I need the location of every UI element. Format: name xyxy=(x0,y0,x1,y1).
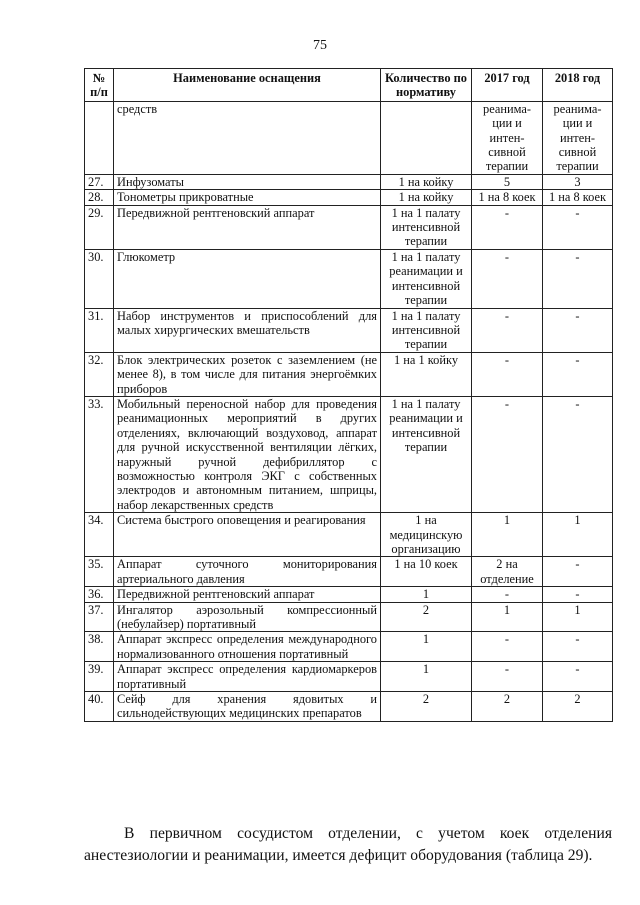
row-num: 29. xyxy=(85,205,114,249)
row-name: Тонометры прикроватные xyxy=(114,190,381,205)
table-header-row xyxy=(85,69,613,102)
row-2017: - xyxy=(472,662,543,692)
row-2017: реанима-ции и интен-сивной терапии xyxy=(472,101,543,174)
row-name: Система быстрого оповещения и реагирования xyxy=(114,513,381,557)
row-2017: - xyxy=(472,632,543,662)
row-2018: реанима-ции и интен-сивной терапии xyxy=(543,101,613,174)
row-qty: 1 на 1 койку xyxy=(381,352,472,396)
row-2018: 2 xyxy=(543,692,613,722)
row-name: Блок электрических розеток с заземлением (не менее 8), в том числе для питания энергоёмких приборов xyxy=(114,352,381,396)
bottom-paragraph: В первичном сосудистом отделении, с учетом коек отделения анестезиологии и реанимации, имеется дефицит оборудования (таблица 29). xyxy=(84,824,612,864)
row-name: Передвижной рентгеновский аппарат xyxy=(114,587,381,602)
table-row xyxy=(85,174,613,189)
row-name: Инфузоматы xyxy=(114,174,381,189)
row-2018: - xyxy=(543,308,613,352)
row-2017: - xyxy=(472,205,543,249)
row-name: Глюкометр xyxy=(114,249,381,308)
row-qty: 1 на 1 палату интенсивной терапии xyxy=(381,205,472,249)
row-name: Сейф для хранения ядовитых и сильнодействующих медицинских препаратов xyxy=(114,692,381,722)
header-name: Наименование оснащения xyxy=(114,69,381,102)
row-name: Мобильный переносной набор для проведения реанимационных мероприятий в других отделениях, включающий воздуховод, аппарат для ручной искусственной вентиляции лёгких, наружный ручной дефибриллятор с возможностью контроля ЭКГ с собственных электродов и автономным питанием, шприцы, набор лекарственных средств xyxy=(114,396,381,512)
row-2018: - xyxy=(543,396,613,512)
table-row xyxy=(85,249,613,308)
row-qty xyxy=(381,101,472,174)
table-row xyxy=(85,513,613,557)
row-num: 38. xyxy=(85,632,114,662)
equipment-table xyxy=(84,68,613,722)
row-num: 39. xyxy=(85,662,114,692)
row-qty: 1 xyxy=(381,632,472,662)
row-num: 33. xyxy=(85,396,114,512)
row-2018: - xyxy=(543,249,613,308)
row-num: 30. xyxy=(85,249,114,308)
row-2018: 3 xyxy=(543,174,613,189)
row-name: средств xyxy=(114,101,381,174)
row-2017: 1 на 8 коек xyxy=(472,190,543,205)
row-name: Ингалятор аэрозольный компрессионный (небулайзер) портативный xyxy=(114,602,381,632)
row-2017: 2 xyxy=(472,692,543,722)
row-2017: 1 xyxy=(472,513,543,557)
table-row xyxy=(85,632,613,662)
row-num: 27. xyxy=(85,174,114,189)
table-row xyxy=(85,352,613,396)
row-qty: 1 на 1 палату интенсивной терапии xyxy=(381,308,472,352)
header-qty: Количество по нормативу xyxy=(381,69,472,102)
table-row xyxy=(85,692,613,722)
row-qty: 2 xyxy=(381,602,472,632)
row-2018: - xyxy=(543,587,613,602)
table-row xyxy=(85,602,613,632)
table-row xyxy=(85,101,613,174)
row-qty: 1 на 10 коек xyxy=(381,557,472,587)
row-num xyxy=(85,101,114,174)
table-row xyxy=(85,587,613,602)
row-name: Аппарат суточного мониторирования артериального давления xyxy=(114,557,381,587)
row-2017: 2 на отделение xyxy=(472,557,543,587)
row-num: 35. xyxy=(85,557,114,587)
page-number: 75 xyxy=(313,38,327,53)
row-num: 28. xyxy=(85,190,114,205)
row-qty: 1 на койку xyxy=(381,174,472,189)
row-2018: - xyxy=(543,632,613,662)
row-name: Аппарат экспресс определения международного нормализованного отношения портативный xyxy=(114,632,381,662)
row-2018: - xyxy=(543,205,613,249)
table-row xyxy=(85,190,613,205)
row-2018: 1 xyxy=(543,602,613,632)
row-num: 36. xyxy=(85,587,114,602)
row-2017: 1 xyxy=(472,602,543,632)
table-row xyxy=(85,308,613,352)
row-num: 31. xyxy=(85,308,114,352)
row-2017: - xyxy=(472,587,543,602)
row-num: 32. xyxy=(85,352,114,396)
header-2017: 2017 год xyxy=(472,69,543,102)
table-row xyxy=(85,557,613,587)
header-num: № п/п xyxy=(85,69,114,102)
row-qty: 2 xyxy=(381,692,472,722)
row-qty: 1 на 1 палату реанимации и интенсивной терапии xyxy=(381,249,472,308)
row-num: 40. xyxy=(85,692,114,722)
table-row xyxy=(85,662,613,692)
row-num: 34. xyxy=(85,513,114,557)
row-2017: - xyxy=(472,308,543,352)
table-row xyxy=(85,205,613,249)
row-2018: - xyxy=(543,662,613,692)
row-qty: 1 на койку xyxy=(381,190,472,205)
row-qty: 1 xyxy=(381,662,472,692)
table-row xyxy=(85,396,613,512)
row-qty: 1 на медицинскую организацию xyxy=(381,513,472,557)
row-2018: - xyxy=(543,352,613,396)
row-qty: 1 xyxy=(381,587,472,602)
row-2018: 1 на 8 коек xyxy=(543,190,613,205)
row-2017: - xyxy=(472,249,543,308)
row-qty: 1 на 1 палату реанимации и интенсивной терапии xyxy=(381,396,472,512)
header-2018: 2018 год xyxy=(543,69,613,102)
row-name: Набор инструментов и приспособлений для малых хирургических вмешательств xyxy=(114,308,381,352)
row-2017: 5 xyxy=(472,174,543,189)
row-name: Аппарат экспресс определения кардиомаркеров портативный xyxy=(114,662,381,692)
row-2018: 1 xyxy=(543,513,613,557)
row-2017: - xyxy=(472,396,543,512)
row-2018: - xyxy=(543,557,613,587)
row-name: Передвижной рентгеновский аппарат xyxy=(114,205,381,249)
row-num: 37. xyxy=(85,602,114,632)
row-2017: - xyxy=(472,352,543,396)
